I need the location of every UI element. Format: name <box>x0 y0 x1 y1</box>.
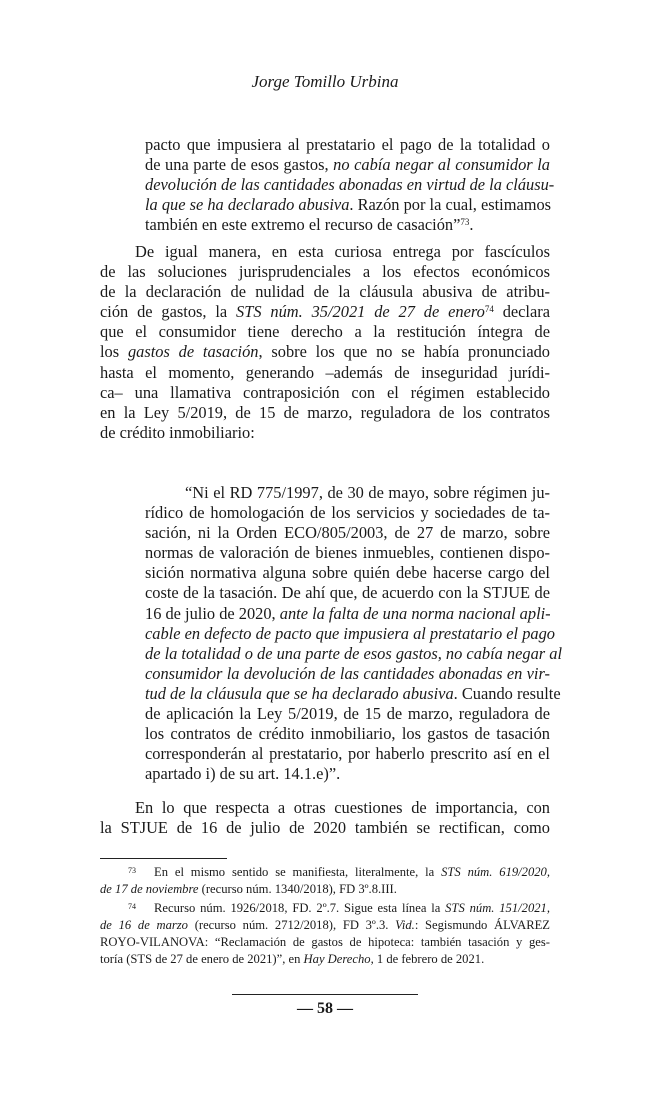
text-line <box>145 503 550 523</box>
text-line <box>100 383 550 403</box>
page-number: — 58 — <box>297 1000 353 1017</box>
text-line <box>100 917 550 934</box>
text-run: : Segismundo ÁLVAREZ <box>414 918 550 932</box>
text-line <box>145 563 550 583</box>
italic-text: tud de la cláusula que se ha declarado abusiva <box>145 683 454 703</box>
block-quote <box>145 135 555 235</box>
text-line <box>145 664 550 684</box>
text-line <box>100 798 550 818</box>
text-run: En lo que respecta a otras cuestiones de importancia, con <box>135 798 550 817</box>
italic-text: consumidor la devolución de las cantidades abonadas en vir- <box>145 663 550 683</box>
text-run: En el mismo sentido se manifiesta, literalmente, la <box>154 865 442 879</box>
text-line <box>145 683 561 704</box>
text-line <box>145 583 550 603</box>
italic-text: de 17 de noviembre <box>100 882 199 896</box>
italic-text: no cabía negar al consumidor la <box>333 155 550 175</box>
text-run: sación, ni la Orden ECO/805/2003, de 27 de marzo, sobre <box>145 523 550 543</box>
text-line <box>145 764 550 784</box>
text-line <box>100 881 550 898</box>
text-line <box>145 175 555 195</box>
text-line <box>145 724 550 744</box>
text-run: Recurso núm. 1926/2018, FD. 2º.7. Sigue esta línea la <box>154 901 446 915</box>
text-run: pacto que impusiera al prestatario el pago de la totalidad o <box>145 135 550 154</box>
running-header: Jorge Tomillo Urbina <box>251 72 399 91</box>
text-run: de crédito inmobiliario: <box>100 422 255 442</box>
footnote-reference: 74 <box>484 304 494 315</box>
text-line <box>100 342 550 362</box>
text-run: apartado i) de su art. 14.1.e)”. <box>145 764 341 784</box>
text-run: (recurso núm. 1340/2018), FD 3º.8.III. <box>198 882 397 896</box>
text-line <box>145 643 563 664</box>
italic-text: ante la falta de una norma nacional apli- <box>279 603 551 623</box>
text-run: de las soluciones jurisprudenciales a los efectos económicos <box>100 262 550 282</box>
text-line <box>100 363 550 383</box>
italic-text: la que se ha declarado abusiva <box>145 195 350 215</box>
text-line <box>100 242 550 262</box>
text-run: ción de gastos, la <box>100 302 237 322</box>
text-run: . Cuando resulte <box>453 683 561 703</box>
text-line <box>100 862 550 881</box>
text-line <box>145 623 555 644</box>
text-line <box>145 704 550 724</box>
text-line <box>145 604 550 624</box>
text-run: de la declaración de nulidad de la cláusula abusiva de atribu- <box>100 282 550 302</box>
text-line <box>145 744 550 764</box>
text-run: declara <box>493 302 550 322</box>
text-run: toría (STS de 27 de enero de 2021)”, en <box>100 952 304 966</box>
text-run: “Ni el RD 775/1997, de 30 de mayo, sobre régimen ju- <box>185 483 550 502</box>
italic-text: devolución de las cantidades abonadas en virtud de la cláusu- <box>145 175 555 195</box>
text-run: en la Ley 5/2019, de 15 de marzo, reguladora de los contratos <box>100 402 550 422</box>
italic-text: de la totalidad o de una parte de esos gastos, no cabía negar al <box>145 643 563 663</box>
text-line <box>100 403 550 423</box>
text-line <box>100 934 550 951</box>
italic-text: Hay Derecho, <box>303 952 374 966</box>
text-run: los <box>100 342 128 362</box>
block-quote <box>145 483 563 784</box>
text-line <box>145 543 550 563</box>
italic-text: Vid. <box>395 918 415 932</box>
text-line <box>145 195 550 215</box>
text-line <box>145 215 550 235</box>
italic-text: STS núm. 619/2020, <box>441 865 550 879</box>
text-line <box>100 898 550 917</box>
text-line <box>145 523 550 543</box>
text-run: corresponderán al prestatario, por haberlo prescrito así en el <box>145 744 550 764</box>
text-run: ca– una llamativa contraposición con el régimen establecido <box>100 382 550 402</box>
text-run: de una parte de esos gastos, <box>145 155 334 175</box>
italic-text: gastos de tasación <box>127 342 259 362</box>
text-run: 16 de julio de 2020, <box>145 603 280 623</box>
text-run: . Razón por la cual, estimamos <box>349 195 552 215</box>
text-line <box>100 262 550 282</box>
italic-text: de 16 de marzo <box>100 918 188 932</box>
text-run: 1 de febrero de 2021. <box>373 952 485 966</box>
italic-text: STS núm. 151/2021, <box>445 901 550 915</box>
text-line <box>100 302 550 322</box>
text-run: la STJUE de 16 de julio de 2020 también se rectifican, como <box>100 818 550 838</box>
footnote-number: 73 <box>128 866 136 875</box>
text-line <box>100 282 550 302</box>
footnote-separator <box>100 858 227 859</box>
text-line <box>145 483 550 503</box>
italic-text: STS núm. 35/2021 de 27 de enero <box>236 302 485 322</box>
italic-text: cable en defecto de pacto que impusiera al prestatario el pago <box>145 623 555 643</box>
text-run: rídico de homologación de los servicios y sociedades de ta- <box>145 503 550 523</box>
text-run: . <box>469 215 474 235</box>
text-line <box>100 322 550 342</box>
text-run: De igual manera, en esta curiosa entrega por fascículos <box>135 242 550 261</box>
paragraph <box>100 798 550 838</box>
text-line <box>145 135 550 155</box>
page-number-rule <box>232 994 418 995</box>
footnote-reference: 73 <box>460 217 470 228</box>
text-run: también en este extremo el recurso de casación” <box>145 215 461 235</box>
footnote-number: 74 <box>128 902 136 911</box>
text-run: coste de la tasación. De ahí que, de acuerdo con la STJUE de <box>145 583 550 603</box>
text-line <box>100 951 550 968</box>
text-run: que el consumidor tiene derecho a la restitución íntegra de <box>100 322 550 342</box>
footnotes <box>100 862 550 968</box>
text-line <box>100 818 550 838</box>
paragraph <box>100 242 550 443</box>
text-run: ROYO-VILANOVA: “Reclamación de gastos de hipoteca: también tasación y ges- <box>100 935 550 949</box>
text-run: sición normativa alguna sobre quién debe hacerse cargo del <box>145 563 550 583</box>
text-run: hasta el momento, generando –además de inseguridad jurídi- <box>100 362 550 382</box>
text-run: los contratos de crédito inmobiliario, los gastos de tasación <box>145 724 550 744</box>
text-line <box>100 423 550 443</box>
text-line <box>145 155 550 175</box>
text-run: de aplicación la Ley 5/2019, de 15 de marzo, reguladora de <box>145 704 550 724</box>
text-run: (recurso núm. 2712/2018), FD 3º.3. <box>187 918 396 932</box>
text-run: normas de valoración de bienes inmuebles, contienen dispo- <box>145 543 550 563</box>
text-run: , sobre los que no se había pronunciado <box>258 342 550 362</box>
